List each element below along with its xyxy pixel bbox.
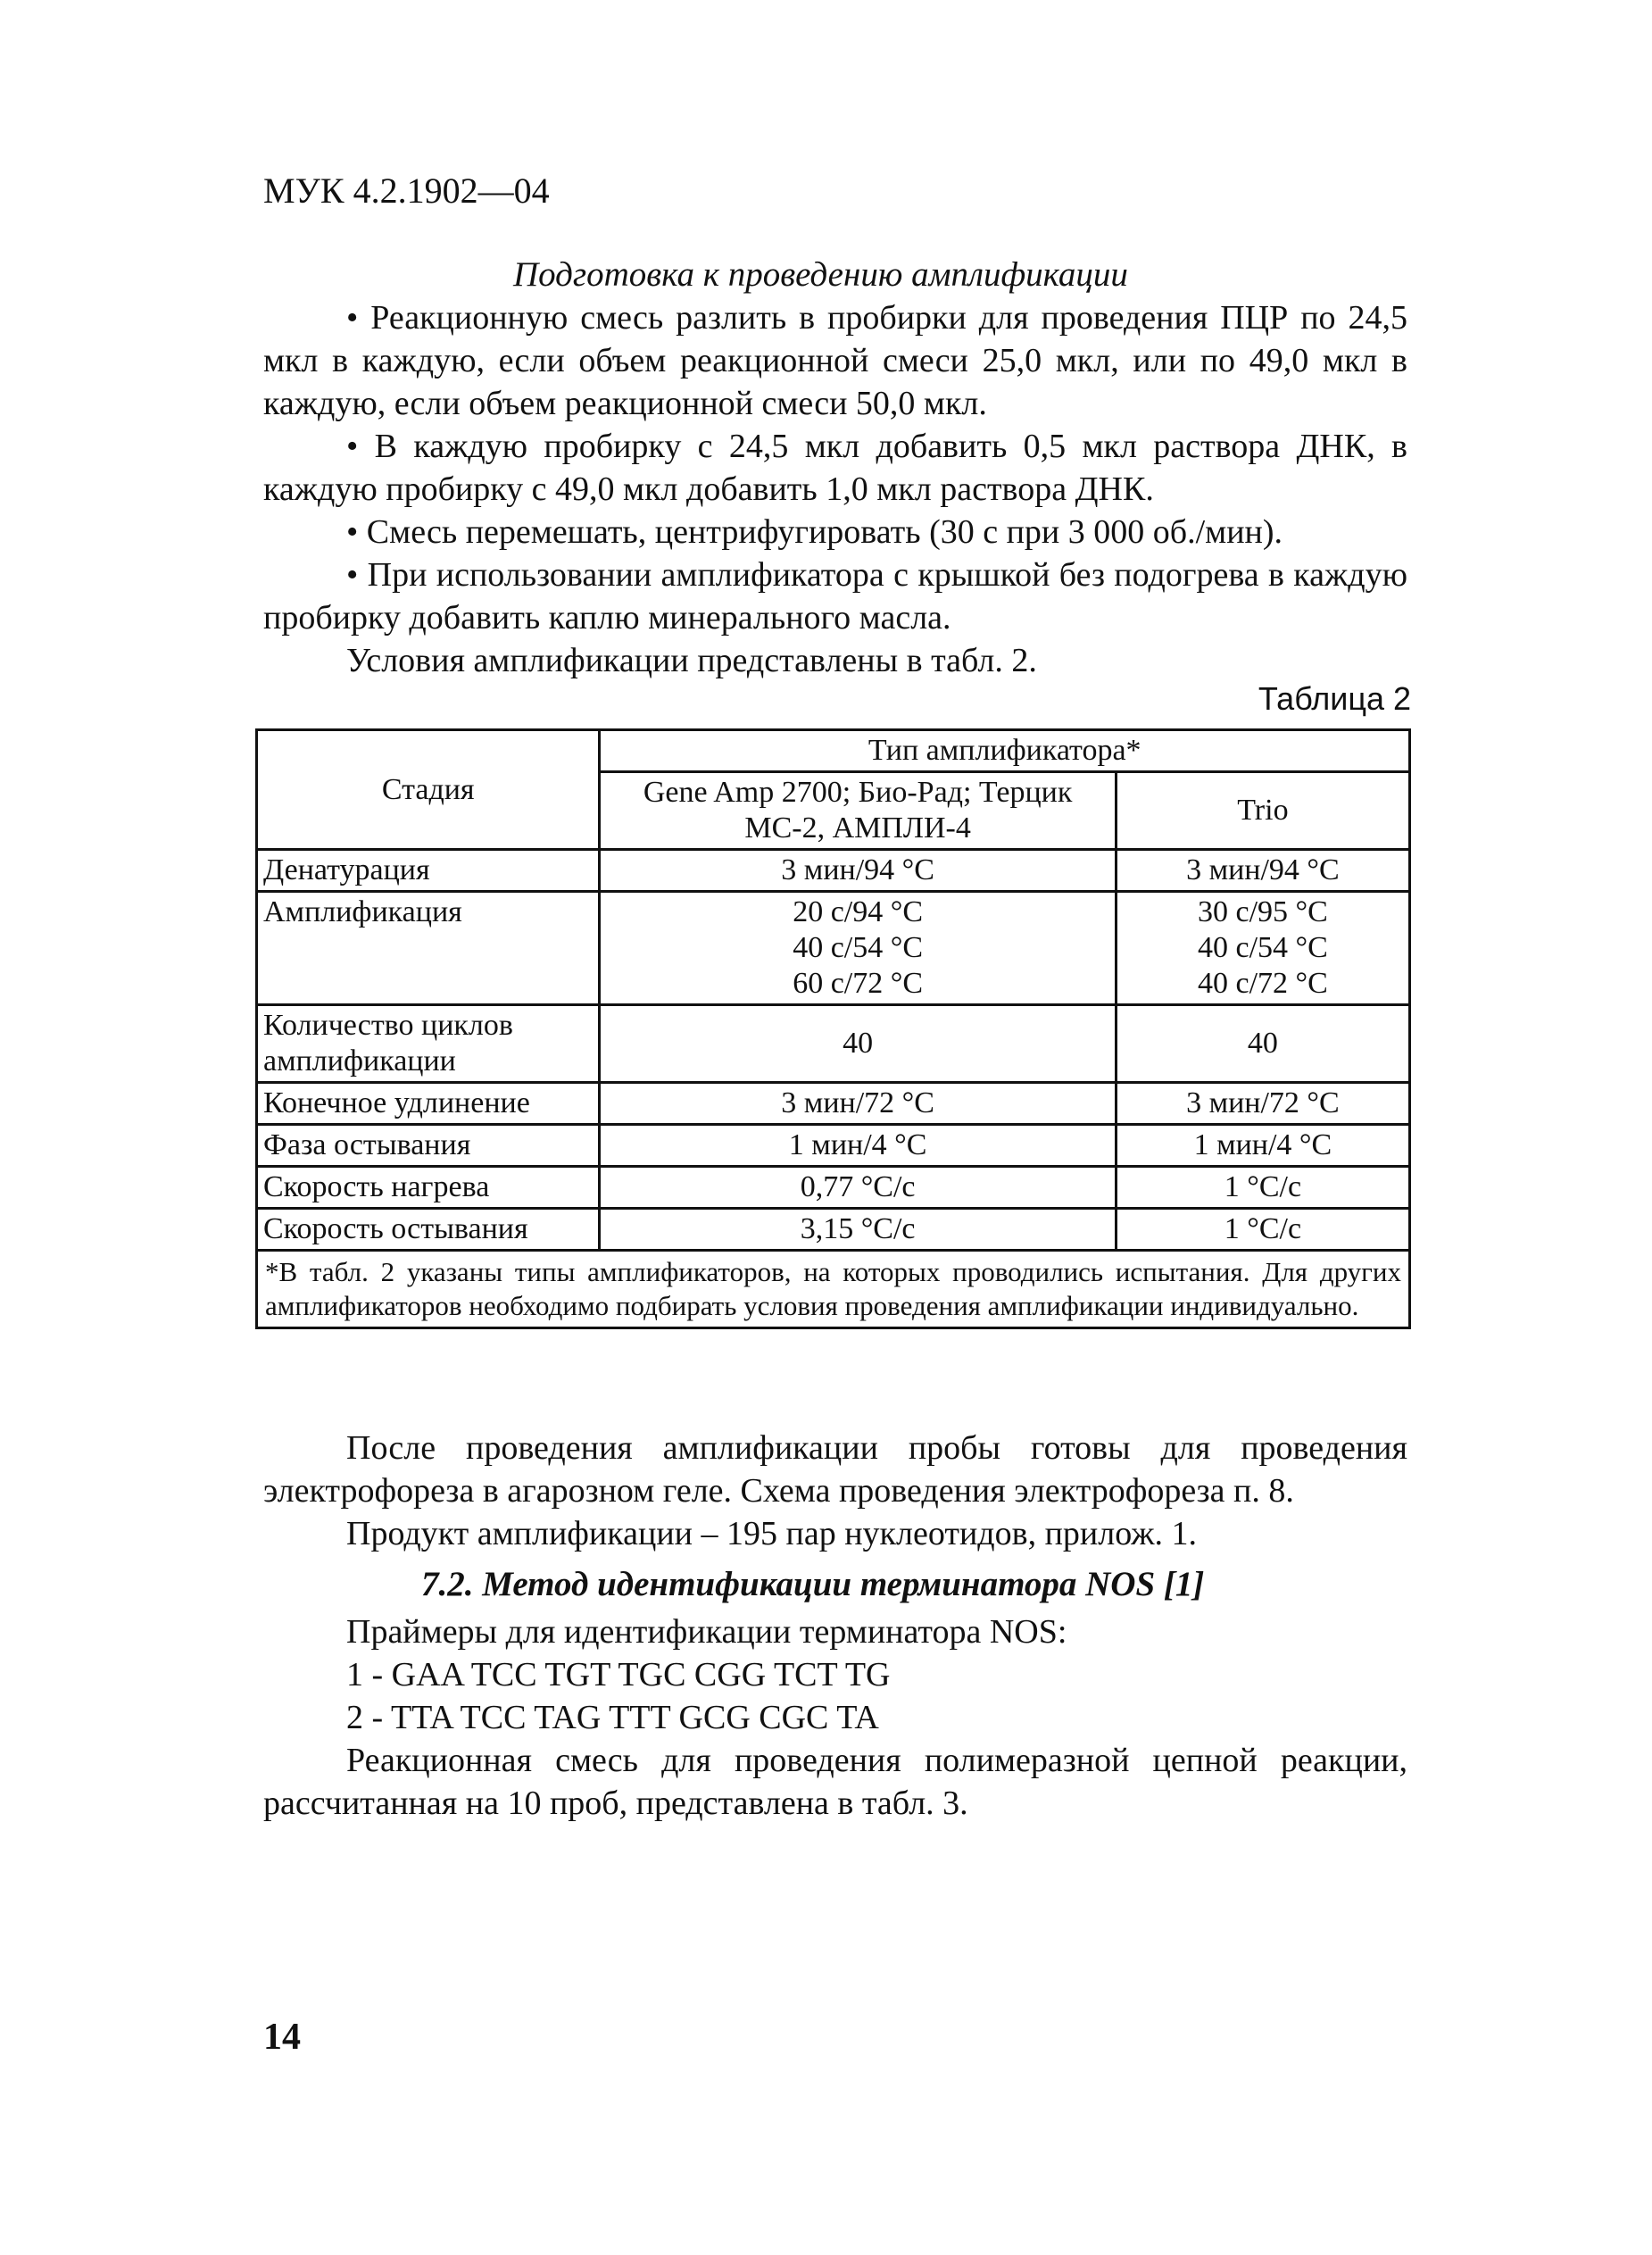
- header-amplifier-type: Тип амплификатора*: [600, 730, 1410, 772]
- table-caption: Таблица 2: [1258, 680, 1411, 717]
- table-row: [257, 1005, 1410, 1083]
- method-heading: 7.2. Метод идентификации терминатора NOS [1]: [421, 1565, 1205, 1603]
- value-cell: 1 мин/4 °С: [600, 1125, 1116, 1167]
- primers-intro: Праймеры для идентификации терминатора NOS:: [346, 1613, 1067, 1651]
- value-cell: 1 мин/4 °С: [1116, 1125, 1409, 1167]
- value-cell: 30 с/95 °С 40 с/54 °С 40 с/72 °С: [1116, 892, 1409, 1005]
- bullet-item: • Реакционную смесь разлить в пробирки для проведения ПЦР по 24,5 мкл в каждую, если объем реакционной смеси 25,0 мкл, или по 49,0 мкл в каждую, если объем реакционной смеси 50,0 мкл.: [263, 299, 1407, 422]
- preparation-list: [263, 296, 1407, 682]
- stage-cell: Количество циклов амплификации: [257, 1005, 600, 1083]
- value-cell: 3 мин/94 °С: [600, 850, 1116, 892]
- stage-cell: Денатурация: [257, 850, 600, 892]
- header-col-gene-amp: Gene Amp 2700; Био-Рад; Терцик МС-2, АМПЛИ-4: [600, 772, 1116, 850]
- primer-sequence: 1 - GAA TCC TGT TGC CGG TCT TG: [346, 1656, 891, 1693]
- paragraph: Продукт амплификации – 195 пар нуклеотидов, прилож. 1.: [346, 1515, 1198, 1552]
- value-cell: 3,15 °С/с: [600, 1209, 1116, 1251]
- bullet-item: • При использовании амплификатора с крышкой без подогрева в каждую пробирку добавить каплю минерального масла.: [263, 556, 1407, 637]
- table-row: [257, 1125, 1410, 1167]
- stage-cell: Амплификация: [257, 892, 600, 1005]
- primer-sequence: 2 - TTA TCC TAG TTT GCG CGC TA: [346, 1699, 879, 1736]
- stage-cell: Скорость остывания: [257, 1209, 600, 1251]
- value-cell: 1 °С/с: [1116, 1167, 1409, 1209]
- value-cell: 3 мин/72 °С: [600, 1083, 1116, 1125]
- table-row: [257, 1083, 1410, 1125]
- table-row: [257, 892, 1410, 1005]
- table-row: [257, 850, 1410, 892]
- after-table-text: [263, 1427, 1407, 1555]
- header-col-trio: Trio: [1116, 772, 1409, 850]
- value-cell: 3 мин/94 °С: [1116, 850, 1409, 892]
- table-row: [257, 1167, 1410, 1209]
- section-heading: Подготовка к проведению амплификации: [513, 255, 1128, 294]
- bullet-item: • В каждую пробирку с 24,5 мкл добавить 0,5 мкл раствора ДНК, в каждую пробирку с 49,0 мкл добавить 1,0 мкл раствора ДНК.: [263, 428, 1407, 508]
- value-cell: 40: [1116, 1005, 1409, 1083]
- table-footnote-row: [257, 1251, 1410, 1328]
- stage-cell: Конечное удлинение: [257, 1083, 600, 1125]
- table-header-row: [257, 730, 1410, 772]
- amplification-table: [255, 728, 1411, 1329]
- value-cell: 40: [600, 1005, 1116, 1083]
- reaction-text: Реакционная смесь для проведения полимеразной цепной реакции, рассчитанная на 10 проб, представлена в табл. 3.: [263, 1742, 1407, 1822]
- table-footnote: *В табл. 2 указаны типы амплификаторов, на которых проводились испытания. Для других амплификаторов необходимо подбирать условия проведения амплификации индивидуально.: [257, 1251, 1410, 1328]
- value-cell: 20 с/94 °С 40 с/54 °С 60 с/72 °С: [600, 892, 1116, 1005]
- value-cell: 0,77 °С/с: [600, 1167, 1116, 1209]
- conditions-text: Условия амплификации представлены в табл. 2.: [346, 642, 1037, 679]
- stage-cell: Скорость нагрева: [257, 1167, 600, 1209]
- bullet-item: • Смесь перемешать, центрифугировать (30 с при 3 000 об./мин).: [346, 513, 1283, 551]
- stage-cell: Фаза остывания: [257, 1125, 600, 1167]
- value-cell: 1 °С/с: [1116, 1209, 1409, 1251]
- document-code: МУК 4.2.1902—04: [263, 171, 550, 211]
- primers-block: [263, 1610, 1407, 1825]
- paragraph: После проведения амплификации пробы готовы для проведения электрофореза в агарозном геле. Схема проведения электрофореза п. 8.: [263, 1429, 1407, 1510]
- header-stage: Стадия: [257, 730, 600, 850]
- value-cell: 3 мин/72 °С: [1116, 1083, 1409, 1125]
- page-number: 14: [263, 2017, 301, 2058]
- table-row: [257, 1209, 1410, 1251]
